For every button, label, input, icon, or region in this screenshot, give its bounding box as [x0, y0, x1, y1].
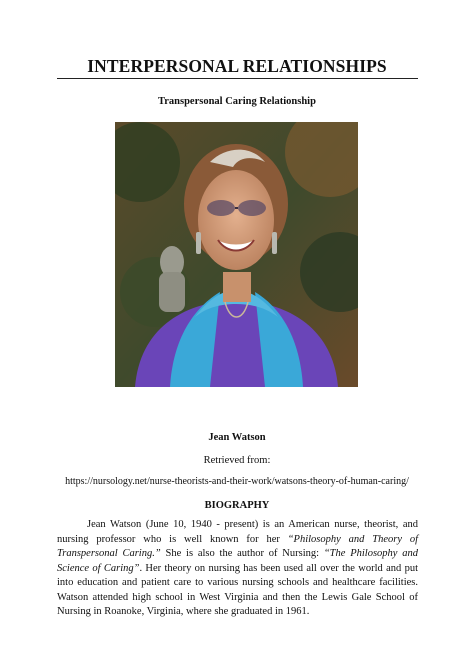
biography-heading: BIOGRAPHY [204, 500, 270, 511]
figure-caption-name: Jean Watson [208, 432, 266, 443]
document-subtitle: Transpersonal Caring Relationship [158, 96, 316, 107]
document-title: INTERPERSONAL RELATIONSHIPS [87, 56, 387, 76]
bio-italic-theory: “Philosophy and Theory of Transpersonal Caring.” [57, 533, 418, 559]
portrait-photo [115, 122, 358, 387]
bio-text-3: . Her theory on nursing has been used all over the world and put into education and patient care to various nursing schools and healthcare facilities. Watson attended high school in West Virginia and then the Lewis Gale School of Nursing in Roanoke, Virginia, where she graduated in 1961. [57, 562, 419, 617]
title-underline [57, 78, 418, 79]
source-url: https://nursology.net/nurse-theorists-and-their-work/watsons-theory-of-human-caring/ [65, 476, 409, 487]
retrieved-from-label: Retrieved from: [203, 455, 271, 466]
bio-text-1: Jean Watson (June 10, 1940 - present) is an American nurse, theorist, and nursing professor who is well known for her [57, 519, 418, 545]
bio-italic-book: “The Philosophy and Science of Caring” [57, 548, 418, 574]
biography-paragraph [57, 518, 418, 620]
bio-text-2: She is also the author of Nursing: [160, 548, 324, 559]
